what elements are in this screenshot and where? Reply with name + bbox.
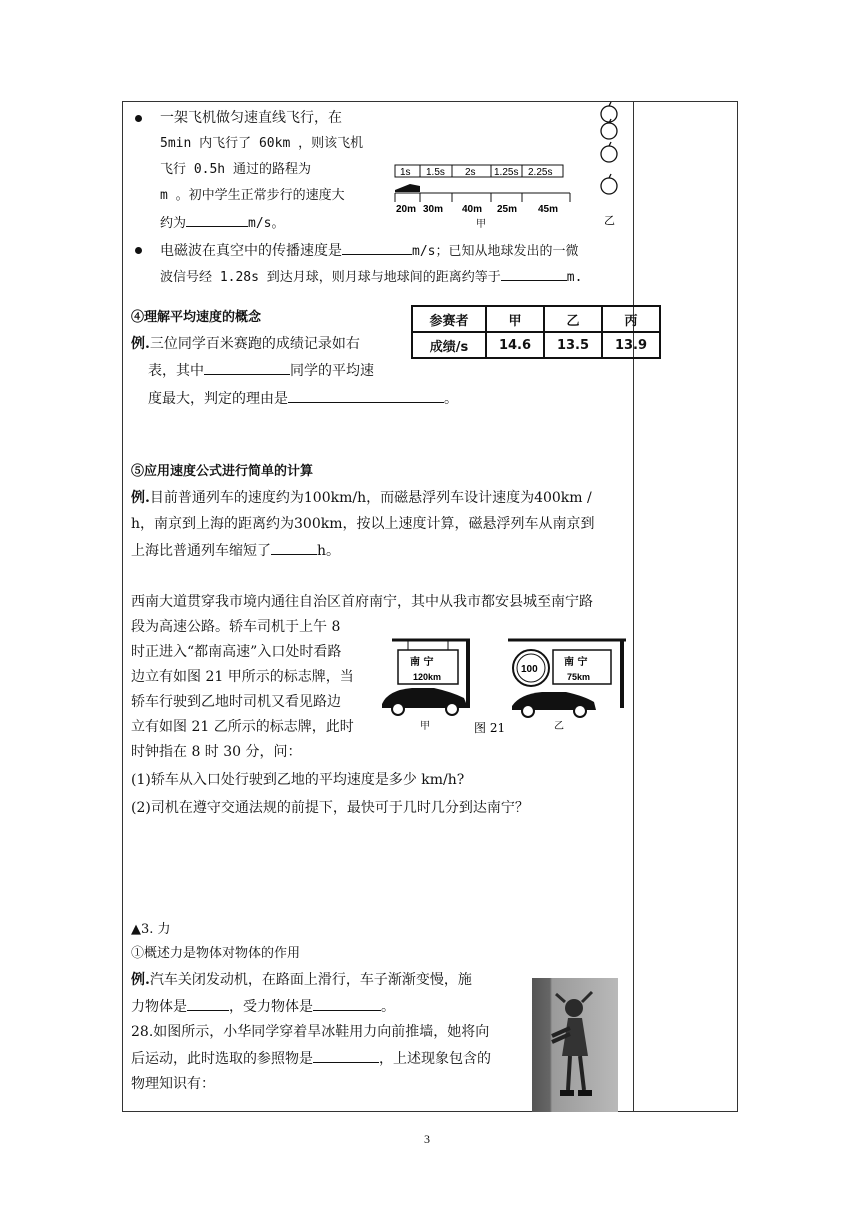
sign-distance: 120km [413,672,442,682]
highway-line-5: 轿车行驶到乙地时司机又看见路边 [131,694,341,710]
table-header: 乙 [544,306,602,332]
table-cell: 13.9 [602,332,660,358]
falling-apple-figure [592,100,628,230]
q1-line-3: 飞行 0.5h 通过的路程为 [160,162,311,177]
q28-line-1: 28.如图所示，小华同学穿着旱冰鞋用力向前推墙，她将向 [131,1024,490,1040]
score-table [411,305,661,359]
highway-line-6: 立有如图 21 乙所示的标志牌，此时 [131,719,354,735]
table-row [412,306,660,332]
q1-line-5 [160,212,285,234]
car-icon [395,184,420,192]
force-example-line-2 [131,996,395,1017]
highway-line-1: 西南大道贯穿我市境内通往自治区首府南宁，其中从我市都安县城至南宁路 [131,594,593,610]
girl-pushing-wall-image [532,978,618,1112]
example-line-3 [131,540,340,561]
example-text: 汽车关闭发动机，在路面上滑行，车子渐渐变慢，施 [149,972,472,988]
distance-label: 45m [538,204,559,215]
example-text: 。 [444,391,458,407]
figure-label-jia: 甲 [476,219,486,230]
q28-line-2 [131,1048,491,1069]
table-row [412,332,660,358]
example-line-1 [131,334,360,354]
answer-blank [204,360,290,375]
table-header: 甲 [486,306,544,332]
force-example-line-1 [131,970,472,990]
highway-line-3: 时正进入“都南高速”入口处时看路 [131,644,342,660]
apple-icon [601,146,617,162]
q2-line-2 [160,266,582,288]
highway-line-2: 段为高速公路。轿车司机于上午 8 [131,619,341,635]
q28-line-3: 物理知识有： [131,1076,215,1092]
time-label: 2s [465,167,476,178]
answer-blank [271,540,317,555]
example-label: 例. [131,336,150,352]
example-text: 上海比普通列车缩短了 [131,543,271,559]
example-text: 同学的平均速 [290,363,374,379]
page-number: 3 [424,1132,430,1146]
q2-line-1-tail: m/s；已知从地球发出的一微 [412,244,579,259]
figure-label-jia: 甲 [420,721,430,732]
section-heading: ④理解平均速度的概念 [131,310,262,325]
example-line-3 [148,388,458,409]
answer-blank [288,388,444,403]
highway-line-4: 边立有如图 21 甲所示的标志牌，当 [131,669,354,685]
car-timeline-figure [390,160,580,232]
example-line-2 [148,360,374,381]
apple-icon [601,106,617,122]
time-label: 1s [400,167,411,178]
road-sign-figure-21 [378,636,630,736]
example-line-1 [131,488,592,508]
bullet [135,115,142,122]
answer-blank [501,266,567,281]
example-text: h。 [317,543,341,559]
q1-line-1: 一架飞机做匀速直线飞行，在 [160,110,342,126]
example-text: 度最大，判定的理由是 [148,391,288,407]
answer-blank [186,212,248,227]
speed-limit-value: 100 [521,664,538,675]
table-cell: 13.5 [544,332,602,358]
q1-line-2: 5min 内飞行了 60km ，则该飞机 [160,136,364,151]
column-divider [633,101,634,1112]
example-label: 例. [131,972,150,988]
highway-question-1: (1)轿车从入口处行驶到乙地的平均速度是多少 km/h? [131,772,465,788]
q28-text: 后运动，此时选取的参照物是 [131,1051,313,1067]
table-cell: 14.6 [486,332,544,358]
answer-blank [187,996,229,1011]
distance-label: 20m [396,204,417,215]
example-label: 例. [131,490,150,506]
sign-city: 南 宁 [410,657,434,668]
example-text: 。 [381,999,395,1015]
figure-caption: 图 21 [474,721,506,735]
example-line-2: h，南京到上海的距离约为300km，按以上速度计算，磁悬浮列车从南京到 [131,516,595,532]
distance-label: 25m [497,204,518,215]
answer-blank [313,996,381,1011]
section-heading: ⑤应用速度公式进行简单的计算 [131,464,314,479]
sign-city: 南 宁 [564,657,588,668]
sign-distance: 75km [567,672,591,682]
highway-line-7: 时钟指在 8 时 30 分，问： [131,744,302,760]
example-text: 目前普通列车的速度约为100km/h，而磁悬浮列车设计速度为400km / [149,490,592,506]
figure-label-yi: 乙 [604,214,615,227]
q2-line-2-text: 波信号经 1.28s 到达月球，则月球与地球间的距离约等于 [160,270,501,285]
q2-line-1 [160,240,578,262]
time-label: 1.25s [494,167,519,178]
q2-line-1-text: 电磁波在真空中的传播速度是 [160,243,342,259]
section-heading: ▲3. 力 [131,922,171,937]
figure-label-yi: 乙 [554,721,564,732]
apple-icon [601,178,617,194]
time-label: 2.25s [528,167,553,178]
distance-label: 40m [462,204,483,215]
answer-blank [342,240,412,255]
q1-line-4: m 。初中学生正常步行的速度大 [160,188,345,203]
q28-text: ，上述现象包含的 [379,1051,491,1067]
example-text: 三位同学百米赛跑的成绩记录如右 [149,336,360,352]
table-header: 参赛者 [412,306,486,332]
example-text: ，受力物体是 [229,999,313,1015]
table-header: 丙 [602,306,660,332]
q2-line-2-unit: m. [566,270,583,285]
answer-blank [313,1048,379,1063]
distance-label: 30m [423,204,444,215]
example-text: 表，其中 [148,363,204,379]
q1-line-5-unit: m/s。 [248,216,285,231]
bullet [135,247,142,254]
apple-icon [601,123,617,139]
q1-line-5-text: 约为 [160,216,187,231]
example-text: 力物体是 [131,999,187,1015]
table-cell: 成绩/s [412,332,486,358]
subsection-heading: ①概述力是物体对物体的作用 [131,946,301,961]
time-label: 1.5s [426,167,445,178]
highway-question-2: (2)司机在遵守交通法规的前提下，最快可于几时几分到达南宁？ [131,800,529,816]
